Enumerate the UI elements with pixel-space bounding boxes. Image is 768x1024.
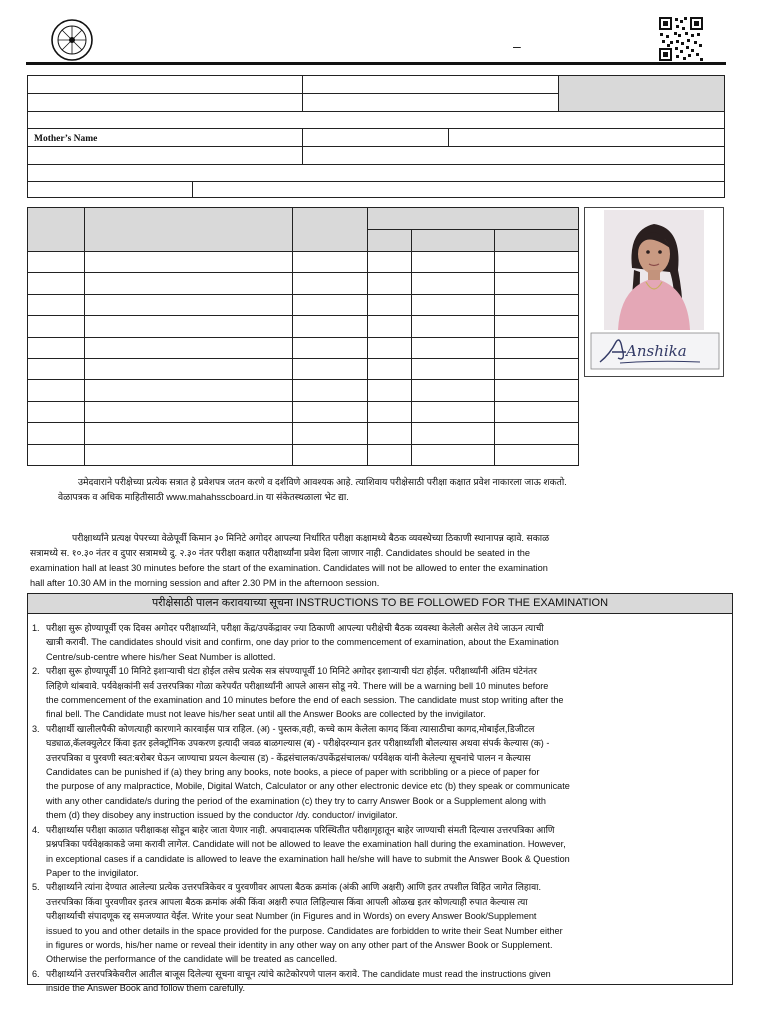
table-cell: [411, 272, 495, 294]
table-cell: [84, 379, 293, 401]
table-cell: [494, 444, 579, 466]
table-header-cell: [411, 229, 495, 252]
table-cell: [27, 294, 85, 316]
detail-cell: [302, 146, 725, 165]
list-item-text: [46, 722, 722, 823]
list-item-line: Candidates can be punished if (a) they bring any books, note books, a piece of paper with scribbling or a piece of paper for: [46, 767, 540, 778]
table-cell: [292, 272, 368, 294]
list-item-text: [46, 967, 722, 996]
table-cell: [84, 251, 293, 273]
timing-line: examination hall at least 30 minutes before the start of the examination. Candidates will not be allowed to enter the examination: [30, 563, 548, 573]
table-cell: [411, 294, 495, 316]
header-separator: –: [513, 38, 521, 54]
table-cell: [494, 422, 579, 444]
table-header-cell: [367, 229, 412, 252]
table-cell: [84, 272, 293, 294]
header-rule: [26, 62, 726, 65]
table-cell: [411, 251, 495, 273]
list-item-number: 1.: [32, 623, 40, 633]
detail-cell: [27, 146, 303, 165]
table-cell: [411, 337, 495, 359]
list-item-line: परीक्षार्थी खालीलपैकी कोणत्याही कारणाने कारवाईस पात्र राहिल. (अ) - पुस्तक,वही, कच्चे काम केलेला कागद किंवा त्यासाठीचा कागद,मोबाईल,डिजीटल: [46, 723, 535, 734]
detail-cell: [302, 75, 559, 94]
list-item-line: परीक्षार्थ्यास परीक्षा काळात परीक्षाकक्ष सोडून बाहेर जाता येणार नाही. अपवादात्मक परिस्थितीत परीक्षागृहातून बाहेर जाण्याची संमती दिल्यास उत्तरपत्रिका आणि: [46, 824, 555, 835]
table-cell: [292, 401, 368, 423]
timing-line: hall after 10.30 AM in the morning session and after 2.30 PM in the afternoon session.: [30, 578, 380, 588]
timing-paragraph: [30, 531, 728, 591]
list-item-number: 6.: [32, 968, 40, 979]
list-item-line: in figures or words, his/her name or reveal their identity in any other way on any other part of the Answer Book or Supplement.: [46, 939, 553, 950]
table-cell: [494, 315, 579, 337]
detail-cell: [302, 128, 449, 147]
table-cell: [27, 358, 85, 380]
table-cell: [411, 315, 495, 337]
table-cell: [367, 358, 412, 380]
list-item: [32, 823, 722, 881]
timing-line: सत्रामध्ये स. १०.३० नंतर व दुपार सत्रामध्ये दु. २.३० नंतर परीक्षा कक्षात परीक्षार्थ्यांना प्रवेश दिला जाणार नाही. Candidates should be seated in the: [30, 548, 530, 558]
detail-cell: [192, 181, 725, 198]
notice-line: उमेदवाराने परीक्षेच्या प्रत्येक सत्रात हे प्रवेशपत्र जतन करणे व दर्शविणे आवश्यक आहे. त्याशिवाय परीक्षेसाठी परीक्षा कक्षात प्रवेश नाकारला जाऊ शकतो.: [78, 477, 567, 487]
list-item-line: घड्याळ,कॅलक्युलेटर किंवा इतर इलेक्ट्रॉनिक उपकरण इत्यादी जवळ बाळगल्यास (ब) - परीक्षेदरम्यान इतर परीक्षार्थ्यांशी बोलल्यास अथवा संपर्क केल्यास (क) -: [46, 738, 550, 749]
list-item-line: उत्तरपत्रिका व पुरवणी स्वत:बरोबर घेऊन जाण्याचा प्रयत्न केल्यास (ड) - केंद्रसंचालक/उपकेंद्रसंचालक/ पर्यवेक्षक यांनी केलेल्या सूचनांचे पालन न केल्यास: [46, 752, 531, 763]
list-item-line: with any other candidate/s during the period of the examination (c) they try to carry Answer Book or a Supplement along with: [46, 795, 546, 806]
table-cell: [27, 422, 85, 444]
table-cell: [494, 251, 579, 273]
list-item-line: the purpose of any malpractice, Mobile, Digital Watch, Calculator or any other electronic device etc (b) they speak or communicate: [46, 781, 570, 792]
table-cell: [27, 444, 85, 466]
table-header-cell: [494, 229, 579, 252]
table-cell: [367, 444, 412, 466]
list-item-number: 4.: [32, 824, 40, 835]
table-cell: [292, 379, 368, 401]
table-cell: [494, 272, 579, 294]
list-item: [32, 967, 722, 996]
table-cell: [84, 358, 293, 380]
table-cell: [27, 401, 85, 423]
detail-cell: [27, 164, 725, 182]
instructions-title: परीक्षेसाठी पालन करावयाच्या सूचना INSTRUCTIONS TO BE FOLLOWED FOR THE EXAMINATION: [28, 594, 732, 614]
candidate-photo: [604, 210, 704, 330]
list-item-line: लिहिणे थांबवावे. पर्यवेक्षकांनी सर्व उत्तरपत्रिका गोळा करेपर्यंत परीक्षार्थ्यांनी आपले आसन सोडू नये. There will be a warning bell 10 minutes before: [46, 680, 549, 691]
table-cell: [411, 401, 495, 423]
detail-cell: [27, 111, 725, 129]
list-item: [32, 722, 722, 823]
table-cell: [367, 251, 412, 273]
table-cell: [292, 444, 368, 466]
table-cell: [411, 358, 495, 380]
list-item-line: Otherwise the performance of the candidate will be treated as cancelled.: [46, 954, 338, 965]
table-cell: [411, 379, 495, 401]
mothers-name-label: Mother’s Name: [34, 134, 98, 144]
table-cell: [292, 251, 368, 273]
list-item: [32, 664, 722, 722]
table-cell: [27, 379, 85, 401]
timing-line: परीक्षार्थ्यांने प्रत्यक्ष पेपरच्या वेळेपूर्वी किमान ३० मिनिटे अगोदर आपल्या निर्धारित परीक्षा कक्षामध्ये बैठक व्यवस्थेच्या ठिकाणी स्थानापन्न व्हावे. सकाळ: [72, 533, 550, 543]
table-cell: [367, 337, 412, 359]
table-cell: [27, 251, 85, 273]
table-cell: [411, 422, 495, 444]
list-item-number: 5.: [32, 882, 40, 893]
board-seal-icon: [50, 18, 94, 62]
table-cell: [84, 337, 293, 359]
table-cell: [27, 272, 85, 294]
list-item-text: [46, 621, 722, 664]
table-header-cell: [292, 207, 368, 252]
list-item-text: [46, 823, 722, 881]
list-item-line: परीक्षा सुरू होण्यापूर्वी 10 मिनिटे इशाऱ्याची घंटा होईल तसेच प्रत्येक सत्र संपण्यापूर्वी 10 मिनिटे अगोदर इशाऱ्याची घंटा होईल. परीक्षार्थ्यांनी अंतिम घंटेनंतर: [46, 666, 537, 677]
notice-paragraph: [30, 475, 728, 505]
table-cell: [292, 358, 368, 380]
detail-cell: [27, 75, 303, 94]
notice-line: वेळापत्रक व अधिक माहितीसाठी www.mahahsscboard.in या संकेतस्थळाला भेट द्या.: [58, 492, 349, 502]
table-header-cell: [84, 207, 293, 252]
list-item-line: उत्तरपत्रिका किंवा पुरवणीवर इतरत्र आपला बैठक क्रमांक अंकी किंवा अक्षरी रुपात लिहिल्यास किंवा आपली ओळख इतर कोणत्याही रुपात केल्यास त्या: [46, 896, 528, 907]
table-cell: [367, 379, 412, 401]
instructions-list: [32, 621, 722, 996]
table-cell: [411, 444, 495, 466]
detail-cell: [27, 93, 303, 112]
table-cell: [494, 294, 579, 316]
table-cell: [292, 337, 368, 359]
detail-cell-shaded: [558, 75, 725, 112]
list-item-line: परीक्षार्थ्याने त्यांना देण्यात आलेल्या प्रत्येक उत्तरपत्रिकेवर व पुरवणीवर आपला बैठक क्रमांक (अंकी आणि अक्षरी) आणि इतर तपशील विहित जागेत लिहावा.: [46, 882, 542, 893]
table-cell: [84, 294, 293, 316]
list-item-line: the commencement of the examination and 10 minutes before the end of each session. The candidate must stop writing after the: [46, 695, 564, 706]
list-item-number: 2.: [32, 666, 40, 677]
table-cell: [84, 444, 293, 466]
svg-text:Anshika: Anshika: [626, 342, 687, 360]
list-item: [32, 621, 722, 664]
table-cell: [367, 401, 412, 423]
list-item-text: [46, 664, 722, 722]
table-header-cell: [367, 207, 579, 230]
list-item-number: 3.: [32, 723, 40, 734]
list-item-line: issued to you and other details in the space provided for the purpose. Candidates are forbidden to write their Seat Number either: [46, 925, 563, 936]
table-cell: [494, 401, 579, 423]
table-cell: [292, 315, 368, 337]
table-cell: [494, 379, 579, 401]
table-cell: [84, 315, 293, 337]
table-cell: [367, 315, 412, 337]
table-header-cell: [27, 207, 85, 252]
detail-cell: [27, 181, 193, 198]
table-cell: [27, 315, 85, 337]
mothers-name-cell: [27, 128, 303, 147]
table-cell: [367, 422, 412, 444]
table-cell: [292, 422, 368, 444]
list-item-line: in exceptional cases if a candidate is allowed to leave the examination hall he/she will have to submit the Answer Book & Question: [46, 853, 570, 864]
list-item-line: परीक्षार्थ्याने उत्तरपत्रिकेवरील आतील बाजूस दिलेल्या सूचना वाचून त्यांचे काटेकोरपणे पालन करावे. The candidate must read the instructions given: [46, 968, 551, 979]
table-cell: [27, 337, 85, 359]
list-item-line: प्रश्नपत्रिका पर्यवेक्षकाकडे जमा करावी लागेल. Candidate will not be allowed to leave the examination hall during the examination. However,: [46, 839, 566, 850]
table-cell: [494, 358, 579, 380]
table-cell: [367, 272, 412, 294]
table-cell: [367, 294, 412, 316]
table-cell: [292, 294, 368, 316]
list-item-line: Paper to the invigilator.: [46, 867, 139, 878]
list-item-line: them (d) they disobey any instruction issued by the conductor /dy. conductor/ invigilator.: [46, 810, 398, 821]
detail-cell: [302, 93, 559, 112]
list-item-text: [46, 880, 722, 966]
list-item-line: खात्री करावी. The candidates should visit and confirm, one day prior to the commencement of examination, about the Examination: [46, 637, 559, 648]
table-cell: [494, 337, 579, 359]
list-item-line: inside the Answer Book and follow them carefully.: [46, 983, 245, 994]
table-cell: [84, 401, 293, 423]
list-item-line: Centre/sub-centre where his/her Seat Number is allotted.: [46, 651, 276, 662]
list-item-line: final bell. The Candidate must not leave his/her seat until all the Answer Books are collected by the invigilator.: [46, 709, 486, 720]
list-item-line: परीक्षा सुरू होण्यापूर्वी एक दिवस अगोदर परीक्षार्थ्याने, परीक्षा केंद्र/उपकेंद्रावर ज्या ठिकाणी आपल्या परीक्षेची बैठक व्यवस्था केलेली असेल तेथे जाऊन त्याची: [46, 623, 544, 633]
signature-image: [590, 332, 720, 370]
list-item: [32, 880, 722, 966]
detail-cell: [448, 128, 725, 147]
qr-code-icon: [658, 16, 704, 62]
list-item-line: परीक्षार्थ्याची संपादणूक रद्द समजण्यात येईल. Write your seat Number (in Figures and in Words) on every Answer Book/Supplement: [46, 911, 537, 922]
table-cell: [84, 422, 293, 444]
